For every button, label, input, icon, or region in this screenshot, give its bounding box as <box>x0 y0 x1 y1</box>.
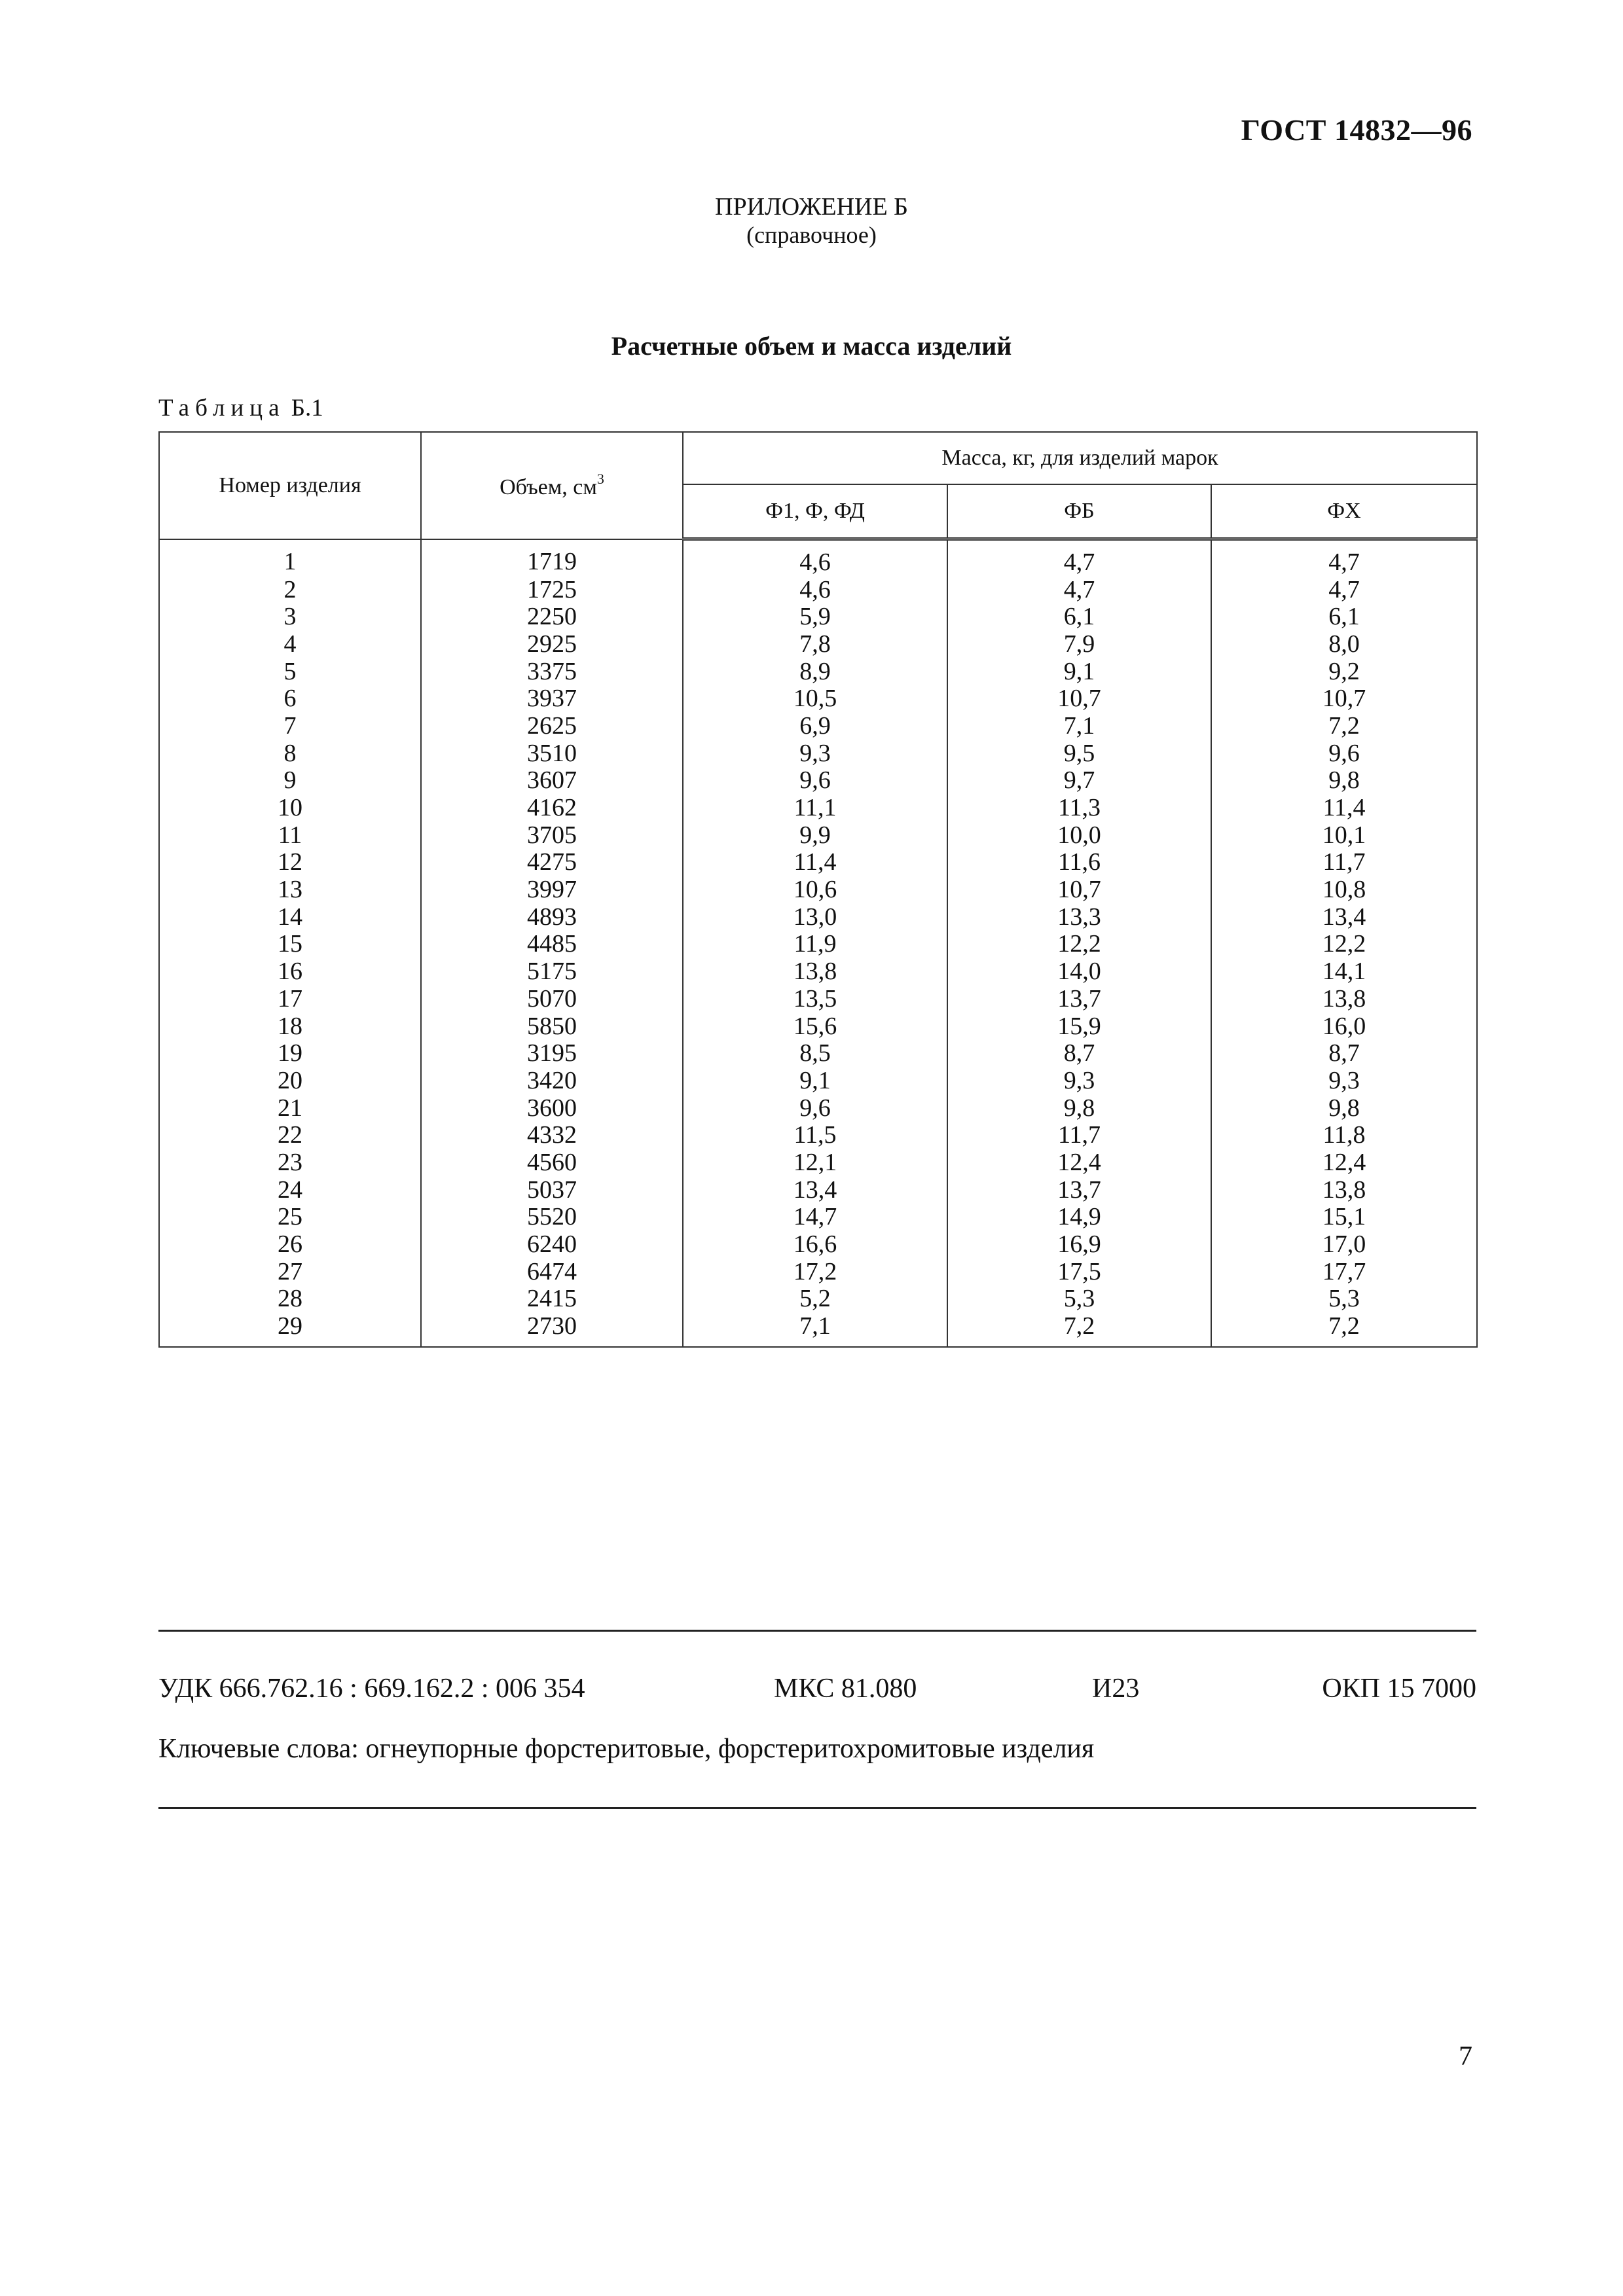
cell-mass-fb: 12,4 <box>947 1149 1211 1176</box>
table-row <box>159 985 1477 1013</box>
cell-mass-fkh: 11,4 <box>1211 794 1477 821</box>
header-volume-superscript: 3 <box>596 471 604 488</box>
cell-mass-fkh: 12,2 <box>1211 931 1477 958</box>
cell-volume: 3705 <box>421 821 683 849</box>
cell-number: 11 <box>159 821 421 849</box>
header-grade-f1: Ф1, Ф, ФД <box>683 484 947 539</box>
cell-volume: 3510 <box>421 740 683 767</box>
cell-mass-fb: 9,7 <box>947 767 1211 795</box>
cell-volume: 2415 <box>421 1285 683 1313</box>
cell-volume: 2925 <box>421 630 683 658</box>
table-row <box>159 1230 1477 1258</box>
cell-mass-fkh: 4,7 <box>1211 539 1477 576</box>
cell-volume: 5037 <box>421 1176 683 1204</box>
cell-mass-fb: 13,7 <box>947 985 1211 1013</box>
cell-number: 2 <box>159 576 421 603</box>
table-row <box>159 794 1477 821</box>
cell-volume: 4162 <box>421 794 683 821</box>
cell-mass-fb: 13,3 <box>947 903 1211 931</box>
appendix-subtitle: (справочное) <box>746 222 877 248</box>
table-row <box>159 849 1477 876</box>
cell-mass-fkh: 11,7 <box>1211 849 1477 876</box>
table-row <box>159 1285 1477 1313</box>
cell-mass-fb: 6,1 <box>947 603 1211 630</box>
table-row <box>159 1013 1477 1040</box>
cell-number: 27 <box>159 1258 421 1285</box>
cell-number: 13 <box>159 876 421 903</box>
table-row <box>159 767 1477 795</box>
document-code: ГОСТ 14832—96 <box>1241 113 1472 147</box>
cell-mass-fkh: 8,7 <box>1211 1039 1477 1067</box>
cell-mass-fb: 5,3 <box>947 1285 1211 1313</box>
cell-volume: 1719 <box>421 539 683 576</box>
cell-number: 5 <box>159 658 421 685</box>
cell-mass-f1: 16,6 <box>683 1230 947 1258</box>
cell-number: 25 <box>159 1204 421 1231</box>
table-row <box>159 740 1477 767</box>
cell-mass-f1: 4,6 <box>683 539 947 576</box>
cell-mass-fb: 15,9 <box>947 1013 1211 1040</box>
cell-volume: 4893 <box>421 903 683 931</box>
table-row <box>159 1204 1477 1231</box>
table-row <box>159 630 1477 658</box>
cell-volume: 3420 <box>421 1067 683 1094</box>
header-number: Номер изделия <box>159 432 421 539</box>
cell-number: 20 <box>159 1067 421 1094</box>
cell-mass-fkh: 13,4 <box>1211 903 1477 931</box>
cell-number: 23 <box>159 1149 421 1176</box>
footer-divider-bottom <box>158 1807 1476 1809</box>
cell-mass-fkh: 8,0 <box>1211 630 1477 658</box>
cell-mass-fkh: 12,4 <box>1211 1149 1477 1176</box>
cell-volume: 5070 <box>421 985 683 1013</box>
cell-mass-fkh: 9,6 <box>1211 740 1477 767</box>
footer-divider-top <box>158 1630 1476 1632</box>
cell-number: 29 <box>159 1312 421 1347</box>
cell-mass-fkh: 7,2 <box>1211 712 1477 740</box>
cell-mass-fb: 10,0 <box>947 821 1211 849</box>
cell-volume: 3600 <box>421 1094 683 1122</box>
cell-mass-f1: 5,2 <box>683 1285 947 1313</box>
cell-volume: 2250 <box>421 603 683 630</box>
cell-volume: 6240 <box>421 1230 683 1258</box>
cell-number: 6 <box>159 685 421 712</box>
page-number: 7 <box>1459 2041 1472 2072</box>
cell-number: 21 <box>159 1094 421 1122</box>
cell-number: 12 <box>159 849 421 876</box>
cell-mass-fb: 9,5 <box>947 740 1211 767</box>
cell-mass-f1: 13,4 <box>683 1176 947 1204</box>
cell-volume: 5850 <box>421 1013 683 1040</box>
cell-mass-f1: 12,1 <box>683 1149 947 1176</box>
cell-mass-fkh: 13,8 <box>1211 985 1477 1013</box>
table-row <box>159 1067 1477 1094</box>
cell-mass-fb: 9,3 <box>947 1067 1211 1094</box>
table-label-number: Б.1 <box>291 395 323 422</box>
udk-code: УДК 666.762.16 : 669.162.2 : 006 354 <box>158 1674 585 1704</box>
cell-mass-f1: 4,6 <box>683 576 947 603</box>
cell-mass-fkh: 11,8 <box>1211 1121 1477 1149</box>
cell-mass-fb: 11,7 <box>947 1121 1211 1149</box>
cell-mass-fkh: 9,3 <box>1211 1067 1477 1094</box>
cell-mass-f1: 13,8 <box>683 958 947 985</box>
cell-mass-f1: 13,0 <box>683 903 947 931</box>
table-row <box>159 931 1477 958</box>
table-row <box>159 876 1477 903</box>
table-row <box>159 539 1477 576</box>
cell-mass-f1: 8,9 <box>683 658 947 685</box>
table-row <box>159 1258 1477 1285</box>
header-volume-label: Объем, см <box>500 475 597 500</box>
cell-mass-fb: 9,8 <box>947 1094 1211 1122</box>
cell-mass-fkh: 9,8 <box>1211 1094 1477 1122</box>
cell-number: 3 <box>159 603 421 630</box>
cell-number: 1 <box>159 539 421 576</box>
keywords: Ключевые слова: огнеупорные форстеритовые, форстеритохромитовые изделия <box>158 1734 1095 1764</box>
cell-mass-f1: 5,9 <box>683 603 947 630</box>
cell-mass-fb: 12,2 <box>947 931 1211 958</box>
cell-volume: 1725 <box>421 576 683 603</box>
table-container <box>158 431 1478 1348</box>
cell-number: 10 <box>159 794 421 821</box>
cell-number: 17 <box>159 985 421 1013</box>
cell-number: 24 <box>159 1176 421 1204</box>
table-row <box>159 712 1477 740</box>
cell-mass-fb: 8,7 <box>947 1039 1211 1067</box>
cell-mass-f1: 7,8 <box>683 630 947 658</box>
cell-number: 4 <box>159 630 421 658</box>
cell-mass-fkh: 15,1 <box>1211 1204 1477 1231</box>
table-row <box>159 1094 1477 1122</box>
cell-mass-f1: 11,5 <box>683 1121 947 1149</box>
classification-line <box>158 1673 1476 1712</box>
cell-mass-f1: 7,1 <box>683 1312 947 1347</box>
cell-number: 14 <box>159 903 421 931</box>
cell-mass-fkh: 13,8 <box>1211 1176 1477 1204</box>
cell-volume: 4485 <box>421 931 683 958</box>
cell-volume: 5175 <box>421 958 683 985</box>
cell-mass-f1: 15,6 <box>683 1013 947 1040</box>
cell-mass-fb: 4,7 <box>947 539 1211 576</box>
cell-mass-fkh: 10,8 <box>1211 876 1477 903</box>
table-row <box>159 576 1477 603</box>
cell-mass-fkh: 17,7 <box>1211 1258 1477 1285</box>
cell-number: 28 <box>159 1285 421 1313</box>
cell-mass-f1: 8,5 <box>683 1039 947 1067</box>
appendix-title: ПРИЛОЖЕНИЕ Б <box>715 193 908 221</box>
cell-mass-f1: 6,9 <box>683 712 947 740</box>
section-title: Расчетные объем и масса изделий <box>611 331 1012 361</box>
cell-number: 9 <box>159 767 421 795</box>
cell-mass-fb: 10,7 <box>947 685 1211 712</box>
cell-number: 18 <box>159 1013 421 1040</box>
okp-code: ОКП 15 7000 <box>1322 1674 1476 1704</box>
cell-volume: 3375 <box>421 658 683 685</box>
cell-mass-fkh: 4,7 <box>1211 576 1477 603</box>
header-mass-group: Масса, кг, для изделий марок <box>683 432 1477 484</box>
cell-number: 7 <box>159 712 421 740</box>
cell-volume: 4332 <box>421 1121 683 1149</box>
cell-volume: 5520 <box>421 1204 683 1231</box>
table-row <box>159 1039 1477 1067</box>
cell-mass-f1: 10,5 <box>683 685 947 712</box>
table-row <box>159 821 1477 849</box>
cell-mass-fkh: 9,2 <box>1211 658 1477 685</box>
cell-mass-fb: 11,6 <box>947 849 1211 876</box>
cell-volume: 6474 <box>421 1258 683 1285</box>
cell-mass-f1: 14,7 <box>683 1204 947 1231</box>
cell-mass-f1: 11,4 <box>683 849 947 876</box>
table-row <box>159 1176 1477 1204</box>
group-index: И23 <box>1092 1674 1140 1704</box>
table-row <box>159 1121 1477 1149</box>
cell-mass-fkh: 5,3 <box>1211 1285 1477 1313</box>
cell-mass-f1: 9,6 <box>683 1094 947 1122</box>
cell-mass-fkh: 17,0 <box>1211 1230 1477 1258</box>
header-volume <box>421 432 683 539</box>
mks-code: МКС 81.080 <box>774 1674 917 1704</box>
cell-number: 15 <box>159 931 421 958</box>
table-row <box>159 1312 1477 1347</box>
cell-number: 8 <box>159 740 421 767</box>
cell-mass-f1: 17,2 <box>683 1258 947 1285</box>
cell-mass-fkh: 10,1 <box>1211 821 1477 849</box>
header-grade-fb: ФБ <box>947 484 1211 539</box>
table-row <box>159 958 1477 985</box>
table-label <box>158 394 323 422</box>
cell-mass-f1: 9,3 <box>683 740 947 767</box>
cell-volume: 3607 <box>421 767 683 795</box>
cell-number: 19 <box>159 1039 421 1067</box>
cell-mass-f1: 13,5 <box>683 985 947 1013</box>
cell-volume: 3195 <box>421 1039 683 1067</box>
cell-mass-f1: 11,1 <box>683 794 947 821</box>
cell-mass-fb: 14,0 <box>947 958 1211 985</box>
cell-volume: 4275 <box>421 849 683 876</box>
table-row <box>159 603 1477 630</box>
cell-volume: 3997 <box>421 876 683 903</box>
cell-mass-fb: 7,1 <box>947 712 1211 740</box>
cell-mass-fb: 16,9 <box>947 1230 1211 1258</box>
cell-number: 16 <box>159 958 421 985</box>
cell-number: 22 <box>159 1121 421 1149</box>
cell-mass-f1: 11,9 <box>683 931 947 958</box>
table-row <box>159 1149 1477 1176</box>
cell-mass-fkh: 6,1 <box>1211 603 1477 630</box>
cell-mass-fkh: 10,7 <box>1211 685 1477 712</box>
table-row <box>159 658 1477 685</box>
cell-mass-fb: 17,5 <box>947 1258 1211 1285</box>
cell-volume: 3937 <box>421 685 683 712</box>
cell-mass-fb: 14,9 <box>947 1204 1211 1231</box>
cell-mass-f1: 9,9 <box>683 821 947 849</box>
cell-mass-fkh: 16,0 <box>1211 1013 1477 1040</box>
cell-mass-fb: 9,1 <box>947 658 1211 685</box>
table-label-word: Таблица <box>158 395 285 422</box>
header-grade-fkh: ФХ <box>1211 484 1477 539</box>
cell-volume: 2730 <box>421 1312 683 1347</box>
cell-mass-fkh: 14,1 <box>1211 958 1477 985</box>
cell-mass-f1: 9,1 <box>683 1067 947 1094</box>
cell-volume: 2625 <box>421 712 683 740</box>
cell-mass-fkh: 9,8 <box>1211 767 1477 795</box>
cell-mass-fb: 7,9 <box>947 630 1211 658</box>
cell-number: 26 <box>159 1230 421 1258</box>
cell-mass-fb: 7,2 <box>947 1312 1211 1347</box>
cell-volume: 4560 <box>421 1149 683 1176</box>
cell-mass-f1: 10,6 <box>683 876 947 903</box>
cell-mass-fkh: 7,2 <box>1211 1312 1477 1347</box>
cell-mass-fb: 13,7 <box>947 1176 1211 1204</box>
cell-mass-fb: 10,7 <box>947 876 1211 903</box>
mass-volume-table <box>158 431 1478 1348</box>
table-body <box>159 539 1477 1347</box>
cell-mass-f1: 9,6 <box>683 767 947 795</box>
table-row <box>159 685 1477 712</box>
cell-mass-fb: 4,7 <box>947 576 1211 603</box>
table-row <box>159 903 1477 931</box>
cell-mass-fb: 11,3 <box>947 794 1211 821</box>
